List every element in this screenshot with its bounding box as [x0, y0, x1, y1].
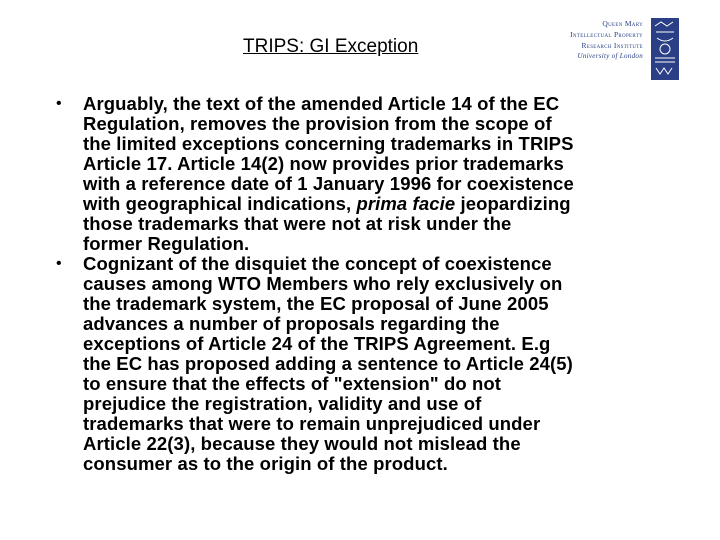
- bullet-2-line-10: Article 22(3), because they would not mislead the: [83, 433, 521, 454]
- bullet-marker: •: [56, 255, 62, 272]
- bullet-1-line-6: [83, 194, 676, 214]
- bullet-2-line-9: trademarks that were to remain unprejudiced under: [83, 413, 541, 434]
- bullet-2-line-2: causes among WTO Members who rely exclusively on: [83, 273, 563, 294]
- bullet-item-2: [56, 254, 676, 474]
- logo-line-2: Intellectual Property: [570, 30, 643, 39]
- bullet-1-line-7: those trademarks that were not at risk under the: [83, 213, 512, 234]
- bullet-2-line-6: the EC has proposed adding a sentence to Article 24(5): [83, 353, 573, 374]
- logo-line-4: University of London: [577, 52, 643, 60]
- bullet-2-line-11: consumer as to the origin of the product.: [83, 453, 448, 474]
- bullet-marker: •: [56, 95, 62, 112]
- bullet-1-line-2: Regulation, removes the provision from the scope of: [83, 113, 552, 134]
- slide-body: [56, 94, 676, 474]
- bullet-2-line-8: prejudice the registration, validity and use of: [83, 393, 482, 414]
- bullet-2-line-3: the trademark system, the EC proposal of June 2005: [83, 293, 549, 314]
- bullet-2-line-1: Cognizant of the disquiet the concept of coexistence: [83, 253, 552, 274]
- bullet-1-line-5: with a reference date of 1 January 1996 for coexistence: [83, 173, 574, 194]
- bullet-1-line-3: the limited exceptions concerning trademarks in TRIPS: [83, 133, 574, 154]
- line-6-end: jeopardizing: [455, 193, 571, 214]
- bullet-2-line-5: exceptions of Article 24 of the TRIPS Agreement. E.g: [83, 333, 551, 354]
- bullet-item-1: [56, 94, 676, 254]
- institute-logo: [553, 18, 711, 80]
- italic-phrase: prima facie: [356, 193, 456, 214]
- slide-title: TRIPS: GI Exception: [243, 36, 419, 57]
- logo-text: [553, 18, 643, 62]
- logo-mark-icon: [651, 18, 679, 80]
- line-6-start: with geographical indications,: [83, 193, 357, 214]
- bullet-1-line-1: Arguably, the text of the amended Article 14 of the EC: [83, 93, 560, 114]
- bullet-1-line-8: former Regulation.: [83, 233, 250, 254]
- bullet-1-line-4: Article 17. Article 14(2) now provides prior trademarks: [83, 153, 564, 174]
- bullet-2-line-7: to ensure that the effects of "extension" do not: [83, 373, 502, 394]
- logo-line-1: Queen Mary: [602, 19, 643, 28]
- bullet-2-line-4: advances a number of proposals regarding the: [83, 313, 500, 334]
- logo-line-3: Research Institute: [581, 41, 643, 50]
